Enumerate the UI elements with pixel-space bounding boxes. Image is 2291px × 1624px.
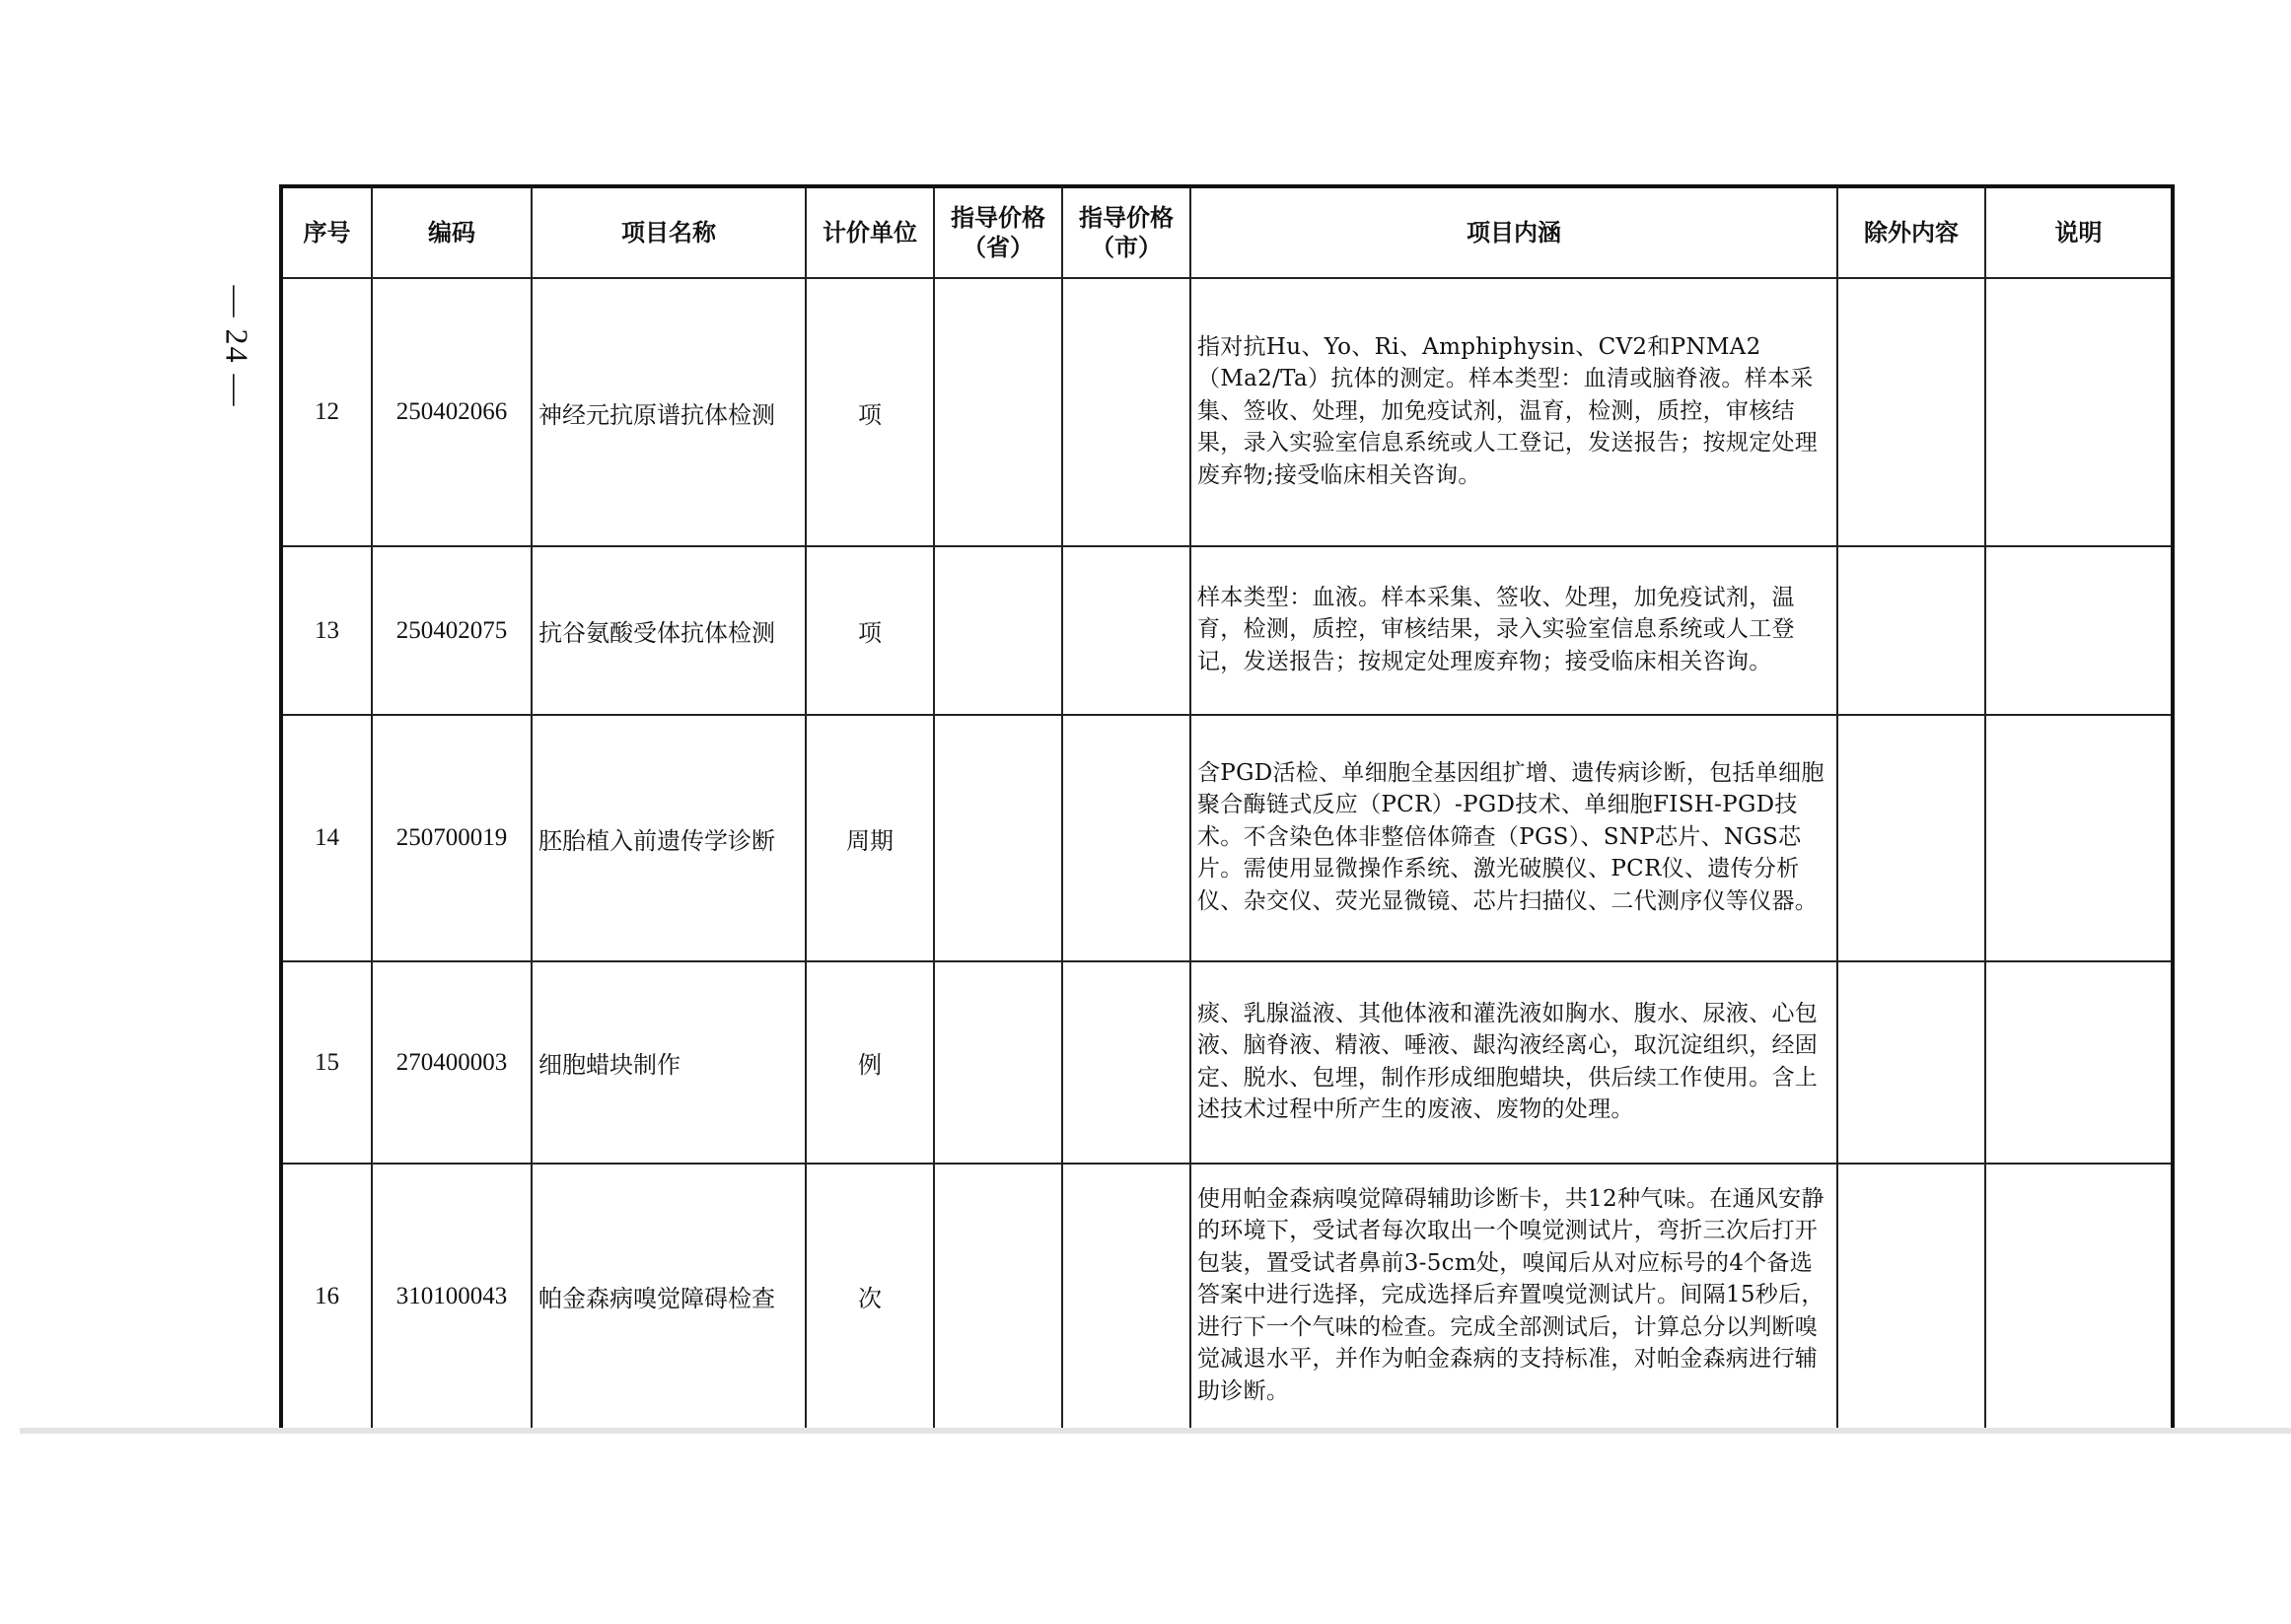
cell-pricing-unit: 项 <box>806 546 934 715</box>
cell-guide-price-city <box>1062 715 1190 961</box>
cell-item-name: 胚胎植入前遗传学诊断 <box>532 715 806 961</box>
cell-item-name: 神经元抗原谱抗体检测 <box>532 278 806 546</box>
table-row <box>281 961 2173 1164</box>
header-item-name: 项目名称 <box>532 186 806 278</box>
cell-exclusions <box>1837 1164 1985 1430</box>
cell-notes <box>1985 546 2173 715</box>
header-guide-price-city <box>1062 186 1190 278</box>
pricing-table <box>279 184 2175 1432</box>
cell-guide-price-province <box>934 278 1062 546</box>
cell-item-content: 痰、乳腺溢液、其他体液和灌洗液如胸水、腹水、尿液、心包液、脑脊液、精液、唾液、龈沟液经离心，取沉淀组织，经固定、脱水、包埋，制作形成细胞蜡块，供后续工作使用。含上述技术过程中所产生的废液、废物的处理。 <box>1190 961 1837 1164</box>
header-guide-price-province <box>934 186 1062 278</box>
cell-item-content: 含PGD活检、单细胞全基因组扩增、遗传病诊断，包括单细胞聚合酶链式反应（PCR）-PGD技术、单细胞FISH-PGD技术。不含染色体非整倍体筛查（PGS）、SNP芯片、NGS芯片。需使用显微操作系统、激光破膜仪、PCR仪、遗传分析仪、杂交仪、荧光显微镜、芯片扫描仪、二代测序仪等仪器。 <box>1190 715 1837 961</box>
header-exclusions: 除外内容 <box>1837 186 1985 278</box>
cell-guide-price-province <box>934 546 1062 715</box>
cell-code: 310100043 <box>372 1164 532 1430</box>
pricing-table-container <box>279 184 2171 1432</box>
cell-exclusions <box>1837 278 1985 546</box>
cell-code: 250402066 <box>372 278 532 546</box>
cell-item-content: 指对抗Hu、Yo、Ri、Amphiphysin、CV2和PNMA2（Ma2/Ta）抗体的测定。样本类型：血清或脑脊液。样本采集、签收、处理，加免疫试剂，温育，检测，质控，审核结果，录入实验室信息系统或人工登记，发送报告；按规定处理废弃物;接受临床相关咨询。 <box>1190 278 1837 546</box>
page-number <box>207 272 266 420</box>
cell-item-name: 帕金森病嗅觉障碍检查 <box>532 1164 806 1430</box>
cell-code: 270400003 <box>372 961 532 1164</box>
cell-item-name: 抗谷氨酸受体抗体检测 <box>532 546 806 715</box>
header-item-content: 项目内涵 <box>1190 186 1837 278</box>
cell-pricing-unit: 例 <box>806 961 934 1164</box>
cell-pricing-unit: 周期 <box>806 715 934 961</box>
cell-notes <box>1985 715 2173 961</box>
cell-serial-no: 15 <box>281 961 372 1164</box>
table-row <box>281 715 2173 961</box>
header-code: 编码 <box>372 186 532 278</box>
page-number-text: — 24 — <box>219 285 255 407</box>
scan-edge-shadow <box>20 1428 2291 1434</box>
cell-exclusions <box>1837 961 1985 1164</box>
header-guide-price-city-label: 指导价格（市） <box>1078 204 1174 261</box>
header-guide-price-province-label: 指导价格（省） <box>950 204 1045 261</box>
cell-serial-no: 16 <box>281 1164 372 1430</box>
cell-guide-price-province <box>934 961 1062 1164</box>
header-notes: 说明 <box>1985 186 2173 278</box>
cell-exclusions <box>1837 546 1985 715</box>
cell-item-content: 样本类型：血液。样本采集、签收、处理，加免疫试剂，温育，检测，质控，审核结果，录入实验室信息系统或人工登记，发送报告；按规定处理废弃物；接受临床相关咨询。 <box>1190 546 1837 715</box>
cell-serial-no: 14 <box>281 715 372 961</box>
header-pricing-unit: 计价单位 <box>806 186 934 278</box>
table-row <box>281 278 2173 546</box>
cell-pricing-unit: 项 <box>806 278 934 546</box>
cell-guide-price-city <box>1062 1164 1190 1430</box>
cell-code: 250700019 <box>372 715 532 961</box>
table-header-row <box>281 186 2173 278</box>
cell-item-name: 细胞蜡块制作 <box>532 961 806 1164</box>
cell-serial-no: 12 <box>281 278 372 546</box>
table-row <box>281 546 2173 715</box>
cell-guide-price-city <box>1062 546 1190 715</box>
cell-notes <box>1985 278 2173 546</box>
cell-guide-price-province <box>934 1164 1062 1430</box>
cell-pricing-unit: 次 <box>806 1164 934 1430</box>
cell-notes <box>1985 961 2173 1164</box>
cell-item-content: 使用帕金森病嗅觉障碍辅助诊断卡，共12种气味。在通风安静的环境下，受试者每次取出一个嗅觉测试片，弯折三次后打开包装，置受试者鼻前3-5cm处，嗅闻后从对应标号的4个备选答案中进行选择，完成选择后弃置嗅觉测试片。间隔15秒后，进行下一个气味的检查。完成全部测试后，计算总分以判断嗅觉减退水平，并作为帕金森病的支持标准，对帕金森病进行辅助诊断。 <box>1190 1164 1837 1430</box>
cell-exclusions <box>1837 715 1985 961</box>
cell-guide-price-city <box>1062 278 1190 546</box>
header-serial-no: 序号 <box>281 186 372 278</box>
cell-guide-price-city <box>1062 961 1190 1164</box>
cell-guide-price-province <box>934 715 1062 961</box>
cell-notes <box>1985 1164 2173 1430</box>
table-row <box>281 1164 2173 1430</box>
cell-serial-no: 13 <box>281 546 372 715</box>
cell-code: 250402075 <box>372 546 532 715</box>
